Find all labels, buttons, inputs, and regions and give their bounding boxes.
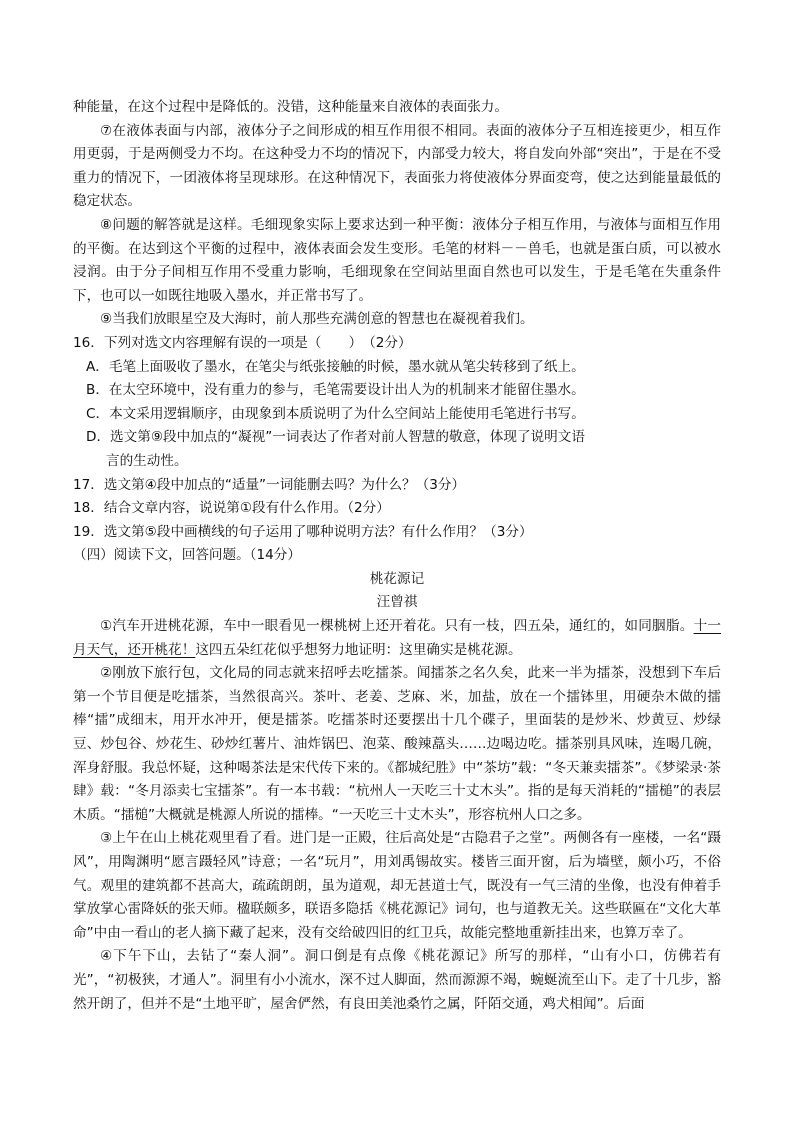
- paragraph-7: ⑦在液体表面与内部，液体分子之间形成的相互作用很不相同。表面的液体分子互相连接更少，相互作用更弱，于是两侧受力不均。在这种受力不均的情况下，内部受力较大，将自发向外部“突出”，于是在不受重力的情况下，一团液体将呈现球形。在这种情况下，表面张力将使液体分界面変弯，使之达到能量最低的稳定状态。: [73, 122, 721, 210]
- question-16: 16．下列对选文内容理解有误的一项是（ ） （2分）: [73, 334, 412, 351]
- question-16-option-d-continued: 言的生动性。: [106, 452, 188, 469]
- paragraph-1-text: ①汽车开进桃花源，车中一眼看见一棵桃树上还开着花。只有一枝，四五朵，通红的，如同胭脂。: [100, 618, 694, 635]
- article-paragraph-2: ②刚放下旅行包，文化局的同志就来招呼去吃擂茶。闻擂茶之名久矣，此来一半为擂茶，没想到下车后第一个节目便是吃擂茶，当然很高兴。茶叶、老姜、芝麻、米，加盐，放在一个擂钵里，用硬杂木做的擂棒“擂”成细末，用开水冲开，便是擂茶。吃擂茶时还要摆出十几个碟子，里面装的是炒米、炒黄豆、炒绿豆、炒包谷、炒花生、砂炒红薯片、油炸锅巴、泡菜、酸辣藠头……边喝边吃。擂茶别具风味，连喝几碗，浑身舒服。我总怀疑，这种喝茶法是宋代传下来的。《都城纪胜》中“茶坊”载：“冬天兼卖擂茶”。《梦梁录·茶肆》载：“冬月添卖七宝擂茶”。有一本书载：“杭州人一天吃三十丈木头”。指的是每天消耗的“擂槌”的表层木质。“擂槌”大概就是桃源人所说的擂棒。“一天吃三十丈木头”，形容杭州人口之多。: [73, 665, 721, 823]
- document-page: [73, 96, 721, 1016]
- question-19: 19．选文第⑤段中画横线的句子运用了哪种说明方法？有什么作用？（3分）: [73, 523, 533, 540]
- section-heading: （四）阅读下文，回答问题。（14分）: [73, 547, 301, 564]
- article-paragraph-3: ③上午在山上桃花观里看了看。进门是一正殿，往后高处是“古隐君子之堂”。两侧各有一座楼，一名“蹑风”，用陶渊明“愿言蹑轻风”诗意；一名“玩月”，用刘禹锡故实。楼皆三面开窗，后为墙壁，颇小巧，不俗气。观里的建筑都不甚高大，疏疏朗朗，虽为道观，却无甚道士气，既没有一气三清的坐像，也没有伸着手掌放掌心雷降妖的张天师。楹联颇多，联语多隐括《桃花源记》词句，也与道教无关。这些联匾在“文化大革命”中由一看山的老人摘下藏了起来，没有交给破四旧的红卫兵，故能完整地重新挂出来，也算万幸了。: [73, 830, 721, 941]
- question-18: 18．结合文章内容，说说第①段有什么作用。（2分）: [73, 500, 390, 517]
- underlined-sentence: 十一月天气，还开桃花！: [73, 618, 722, 658]
- paragraph-9: ⑨当我们放眼星空及大海时，前人那些充满创意的智慧也在凝视着我们。: [100, 311, 534, 328]
- article-paragraph-4: ④下午下山，去钻了“秦人洞”。洞口倒是有点像《桃花源记》所写的那样，“山有小口，仿佛若有光”，“初极狭，才通人”。洞里有小小流水，深不过人脚面，然而源源不竭，蜿蜒流至山下。走了十几步，豁然开朗了，但并不是“土地平旷，屋舍俨然，有良田美池桑竹之属，阡陌交通，鸡犬相闻”。后面: [73, 948, 721, 1012]
- question-16-option-c: C．本文采用逻辑顺序，由现象到本质说明了为什么空间站上能使用毛笔进行书写。: [86, 405, 585, 422]
- article-paragraph-1: [73, 615, 721, 662]
- question-17: 17．选文第④段中加点的“适量”一词能删去吗？为什么？（3分）: [73, 476, 466, 493]
- paragraph-1-text-end: 这四五朵红花似乎想努力地证明：这里确实是桃花源。: [195, 641, 522, 658]
- article-title: 桃花源记: [369, 570, 425, 587]
- question-16-option-b: B．在太空环境中，没有重力的参与，毛笔需要设计出人为的机制来才能留住墨水。: [86, 382, 585, 399]
- question-16-option-d: D．选文第⑨段中加点的“凝视”一词表达了作者对前人智慧的敬意，体现了说明文语: [86, 429, 585, 446]
- article-author: 汪曾祺: [376, 594, 418, 611]
- question-16-option-a: A．毛笔上面吸收了墨水，在笔尖与纸张接触的时候，墨水就从笔尖转移到了纸上。: [86, 358, 585, 375]
- paragraph-8: ⑧问题的解答就是这样。毛细现象实际上要求达到一种平衡：液体分子相互作用，与液体与面相互作用的平衡。在达到这个平衡的过程中，液体表面会发生变形。毛笔的材料－－兽毛，也就是蛋白质，可以被水浸润。由于分子间相互作用不受重力影响，毛细现象在空间站里面自然也可以发生，于是毛笔在失重条件下，也可以一如既往地吸入墨水，并正常书写了。: [73, 216, 721, 304]
- paragraph-6-end: 种能量，在这个过程中是降低的。没错，这种能量来自液体的表面张力。: [73, 99, 508, 115]
